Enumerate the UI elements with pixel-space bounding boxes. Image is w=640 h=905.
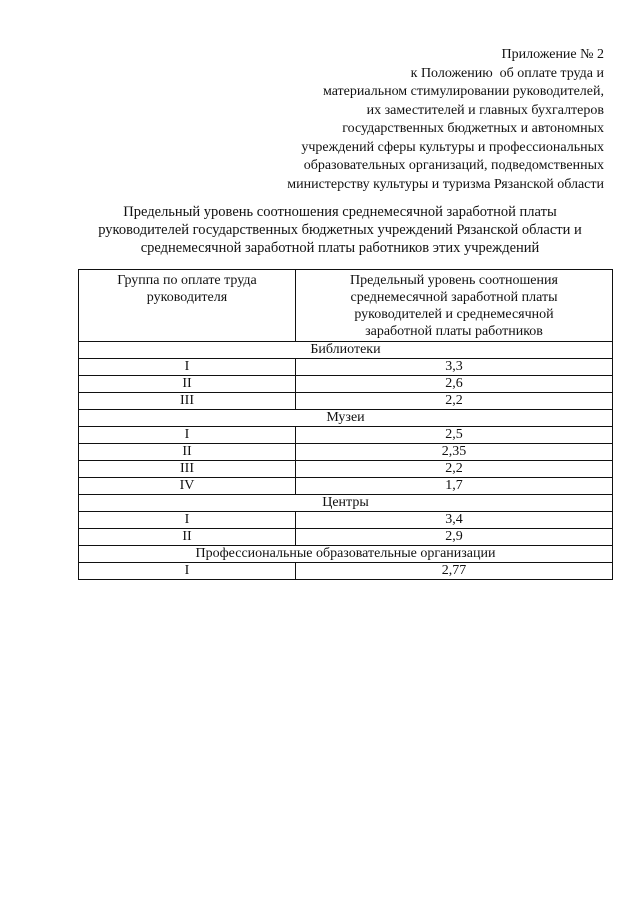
header-ratio-cell — [296, 270, 613, 342]
group-cell: I — [79, 563, 296, 580]
header-ratio-line: руководителей и среднемесячной — [354, 307, 554, 322]
section-row-museums — [79, 410, 613, 427]
header-group-line: руководителя — [146, 290, 228, 305]
appendix-line: материальном стимулировании руководителей, — [322, 84, 604, 99]
value-cell: 2,2 — [296, 461, 613, 478]
header-ratio-line: среднемесячной заработной платы — [350, 290, 558, 305]
appendix-note — [184, 46, 604, 194]
section-title: Центры — [79, 495, 613, 512]
value-cell: 1,7 — [296, 478, 613, 495]
section-title: Профессиональные образовательные организации — [79, 546, 613, 563]
document-title — [60, 203, 620, 257]
group-cell: I — [79, 427, 296, 444]
section-title: Музеи — [79, 410, 613, 427]
table-row — [79, 427, 613, 444]
section-row-professional-organizations — [79, 546, 613, 563]
section-title: Библиотеки — [79, 342, 613, 359]
group-cell: I — [79, 512, 296, 529]
group-cell: II — [79, 376, 296, 393]
value-cell: 3,3 — [296, 359, 613, 376]
table-row — [79, 444, 613, 461]
header-group-cell — [79, 270, 296, 342]
table-row — [79, 393, 613, 410]
table-header-row — [79, 270, 613, 342]
appendix-line: учреждений сферы культуры и профессиональных — [301, 139, 604, 155]
value-cell: 2,2 — [296, 393, 613, 410]
title-line: среднемесячной заработной платы работников этих учреждений — [140, 240, 540, 256]
group-cell: IV — [79, 478, 296, 495]
ratio-table — [78, 269, 613, 580]
group-cell: III — [79, 461, 296, 478]
header-group-line: Группа по оплате труда — [117, 273, 257, 288]
table-row — [79, 376, 613, 393]
title-line: руководителей государственных бюджетных учреждений Рязанской области и — [98, 222, 582, 238]
table-row — [79, 563, 613, 580]
appendix-line: министерству культуры и туризма Рязанской области — [287, 176, 604, 192]
table-row — [79, 461, 613, 478]
value-cell: 2,35 — [296, 444, 613, 461]
header-ratio-line: Предельный уровень соотношения — [350, 273, 558, 288]
table-row — [79, 478, 613, 495]
group-cell: III — [79, 393, 296, 410]
group-cell: II — [79, 529, 296, 546]
value-cell: 3,4 — [296, 512, 613, 529]
table-row — [79, 359, 613, 376]
value-cell: 2,77 — [296, 563, 613, 580]
table-row — [79, 529, 613, 546]
value-cell: 2,5 — [296, 427, 613, 444]
value-cell: 2,6 — [296, 376, 613, 393]
appendix-line: их заместителей и главных бухгалтеров — [366, 102, 604, 118]
title-line: Предельный уровень соотношения среднемесячной заработной платы — [123, 204, 557, 220]
group-cell: II — [79, 444, 296, 461]
value-cell: 2,9 — [296, 529, 613, 546]
table-row — [79, 512, 613, 529]
section-row-centers — [79, 495, 613, 512]
header-ratio-line: заработной платы работников — [365, 324, 543, 339]
appendix-line: к Положению об оплате труда и — [410, 65, 604, 81]
group-cell: I — [79, 359, 296, 376]
appendix-line: Приложение № 2 — [501, 47, 604, 62]
section-row-libraries — [79, 342, 613, 359]
appendix-line: государственных бюджетных и автономных — [342, 121, 604, 136]
appendix-line: образовательных организаций, подведомственных — [303, 158, 604, 173]
